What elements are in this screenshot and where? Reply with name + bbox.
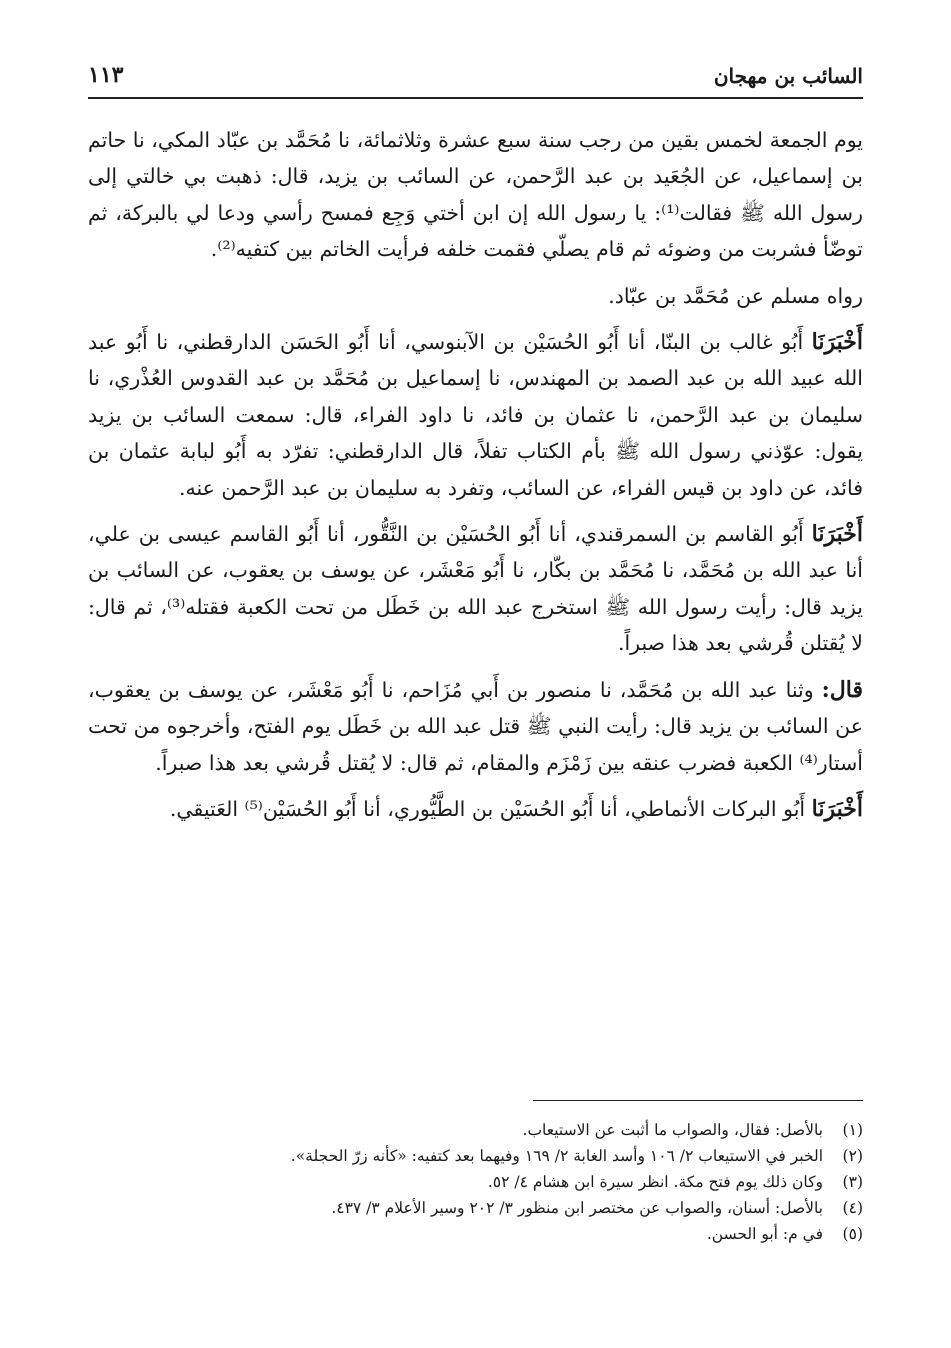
- paragraph-2-text: رواه مسلم عن مُحَمَّد بن عبّاد.: [608, 283, 863, 308]
- paragraph-1-text: يوم الجمعة لخمس بقين من رجب سنة سبع عشرة وثلاثمائة، نا مُحَمَّد بن عبّاد المكي، نا حاتم بن إسماعيل، عن الجُعَيد بن عبد الرَّحمن، عن السائب بن يزيد، قال: ذهبت بي خالتي إلى رسول الله ﷺ فقالت⁽¹⁾: يا رسول الله إن ابن أختي وَجِع فمسح رأسي ودعا لي بالبركة، ثم توضّأ فشربت من وضوئه ثم قام يصلّي فقمت خلفه فرأيت الخاتم بين كتفيه⁽²⁾.: [88, 128, 864, 262]
- footnote-text: وكان ذلك يوم فتح مكة. انظر سيرة ابن هشام ٤/ ٥٢.: [487, 1173, 823, 1191]
- footnote-number: (٤): [842, 1199, 863, 1217]
- paragraph-2: [88, 278, 863, 314]
- footnote: [88, 1117, 863, 1143]
- paragraph-3: [88, 324, 863, 506]
- footnote: [88, 1221, 863, 1247]
- footnote: [88, 1195, 863, 1221]
- running-title: السائب بن مهجان: [713, 64, 863, 88]
- paragraph-4: [88, 516, 863, 662]
- footnote: [88, 1169, 863, 1195]
- footnote-text: بالأصل: فقال، والصواب ما أثبت عن الاستيعاب.: [522, 1121, 823, 1139]
- header-divider: [88, 97, 863, 99]
- paragraph-6-lead: أَخْبَرَنَا: [811, 795, 863, 822]
- paragraph-1: [88, 122, 863, 268]
- footnote-number: (٢): [842, 1147, 863, 1165]
- footnote-divider: [533, 1100, 863, 1101]
- paragraph-6: [88, 791, 863, 827]
- paragraph-6-text: أَبُو البركات الأنماطي، أنا أَبُو الحُسَيْن بن الطَّيُّوري، أنا أَبُو الحُسَيْن⁽⁵⁾ العَتيقي.: [169, 796, 806, 821]
- page-header: [88, 60, 863, 96]
- footnote-number: (١): [842, 1121, 863, 1139]
- paragraph-4-lead: أَخْبَرَنَا: [811, 521, 863, 548]
- paragraph-5-text: وثنا عبد الله بن مُحَمَّد، نا منصور بن أَبي مُزَاحم، نا أَبُو مَعْشَر، عن يوسف بن يعقوب، عن السائب بن يزيد قال: رأيت النبي ﷺ قتل عبد الله بن خَطَل يوم الفتح، وأخرجوه من تحت أستار⁽⁴⁾ الكعبة فضرب عنقه بين زَمْزَم والمقام، ثم قال: لا يُقتل قُرشي بعد هذا صبراً.: [88, 677, 863, 775]
- footnote-number: (٣): [842, 1173, 863, 1191]
- footnote-text: الخبر في الاستيعاب ٢/ ١٠٦ وأسد الغابة ٢/ ١٦٩ وفيهما بعد كتفيه: «كأنه زرّ الحجلة».: [290, 1147, 823, 1165]
- paragraph-5: [88, 672, 863, 781]
- main-text: [88, 122, 863, 837]
- footnote-text: في م: أبو الحسن.: [706, 1225, 823, 1243]
- paragraph-4-text: أَبُو القاسم بن السمرقندي، أنا أَبُو الحُسَيْن بن النَّقُّور، أنا أَبُو القاسم عيسى بن علي، أنا عبد الله بن مُحَمَّد، نا مُحَمَّد بن بكّار، نا أَبُو مَعْشَر، عن يوسف بن يعقوب، عن السائب بن يزيد قال: رأيت رسول الله ﷺ استخرج عبد الله بن خَطَل من تحت الكعبة فقتله⁽³⁾، ثم قال: لا يُقتلن قُرشي بعد هذا صبراً.: [88, 522, 863, 656]
- footnote-text: بالأصل: أسنان، والصواب عن مختصر ابن منظور ٣/ ٢٠٢ وسير الأعلام ٣/ ٤٣٧.: [331, 1199, 823, 1217]
- page-number: ١١٣: [88, 62, 124, 88]
- paragraph-3-lead: أَخْبَرَنَا: [811, 329, 863, 356]
- paragraph-5-lead: قال:: [821, 676, 863, 703]
- footnote: [88, 1143, 863, 1169]
- footnotes: [88, 1117, 863, 1247]
- footnote-number: (٥): [842, 1225, 863, 1243]
- paragraph-3-text: أَبُو غالب بن البنّا، أنا أَبُو الحُسَيْن بن الآبنوسي، أنا أَبُو الحَسَن الدارقطني، نا أَبُو عبد الله عبيد الله بن عبد الصمد بن المهندس، نا إسماعيل بن مُحَمَّد بن عبد القدوس العُذْري، نا سليمان بن عبد الرَّحمن، نا عثمان بن فائد، نا داود الفراء، قال: سمعت السائب بن يزيد يقول: عوّذني رسول الله ﷺ بأم الكتاب تفلاً، قال الدارقطني: تفرّد به أَبُو لبابة عثمان بن فائد، عن داود بن قيس الفراء، عن السائب، وتفرد به سليمان بن عبد الرَّحمن عنه.: [88, 330, 863, 500]
